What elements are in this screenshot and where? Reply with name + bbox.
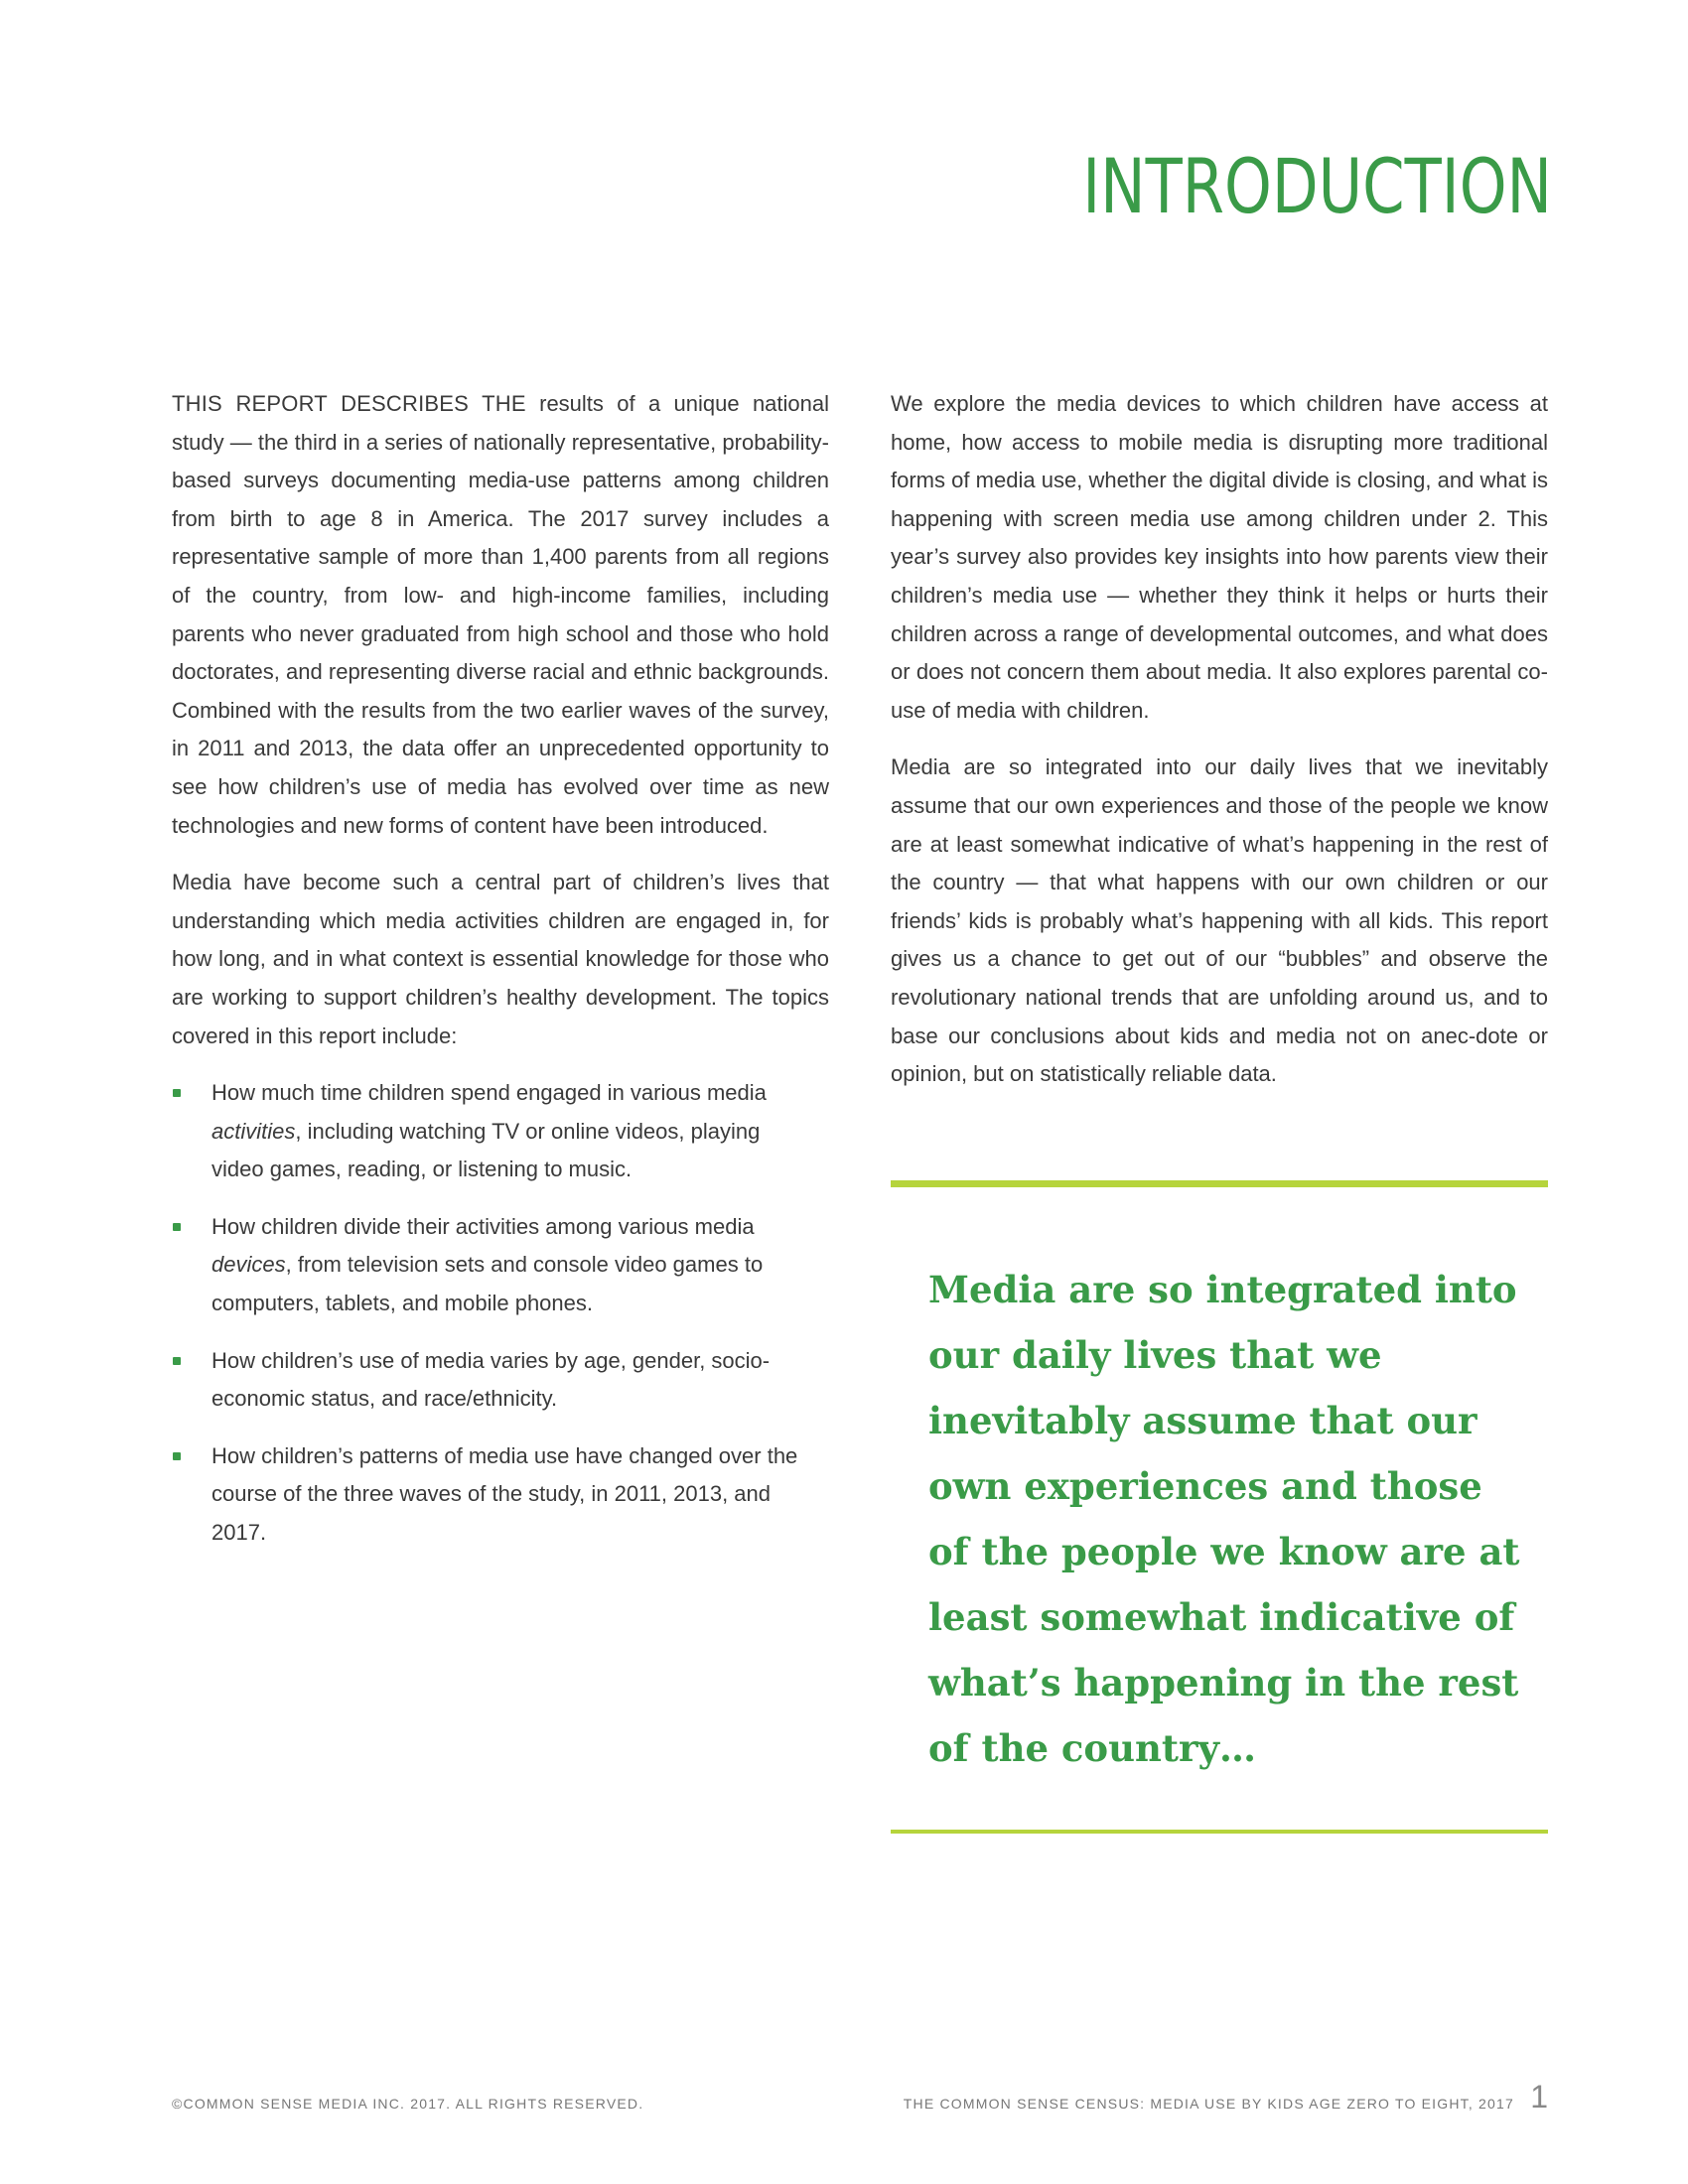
bullet-square-icon bbox=[173, 1089, 181, 1097]
list-item bbox=[172, 1074, 829, 1189]
devices-paragraph: We explore the media devices to which children have access at home, how access to mobile media is disrupting more traditional forms of media use, whether the digital divide is closing, and what is happening with screen media use among children under 2. This year’s survey also provides key insights into how parents view their children’s media use — whether they think it helps or hurts their children across a range of developmental outcomes, and what does or does not concern them about media. It also explores parental co-use of media with children. bbox=[891, 391, 1548, 723]
lead-in-caps: THIS REPORT DESCRIBES THE bbox=[172, 391, 526, 416]
bullet-square-icon bbox=[173, 1452, 181, 1460]
page-number: 1 bbox=[1530, 2079, 1548, 2115]
pull-quote-bottom-rule bbox=[891, 1830, 1548, 1834]
list-item-text: , from television sets and console video games to computers, tablets, and mobile phones. bbox=[211, 1252, 764, 1316]
intro-paragraph-body: results of a unique national study — the third in a series of nationally representative, probability-based surveys documenting media-use patterns among children from birth to age 8 in America. The 2017 survey includes a representative sample of more than 1,400 parents from all regions of the country, from low- and high-income families, including parents who never graduated from high school and those who hold doctorates, and representing diverse racial and ethnic backgrounds. Combined with the results from the two earlier waves of the survey, in 2011 and 2013, the data offer an unprecedented opportunity to see how children’s use of media has evolved over time as new technologies and new forms of content have been introduced. bbox=[172, 391, 830, 838]
bubbles-paragraph: Media are so integrated into our daily lives that we inevitably assume that our own experiences and those of the people we know are at least somewhat indicative of what’s happening in the rest of the country — that what happens with our own children or our friends’ kids is probably what’s happening with all kids. This report gives us a chance to get out of our “bubbles” and observe the revolutionary national trends that are unfolding around us, and to base our conclusions about kids and media not on anec-dote or opinion, but on statistically reliable data. bbox=[891, 754, 1548, 1087]
pull-quote: Media are so integrated into our daily lives that we inevitably assume that our own experiences and those of the people we know are at least somewhat indicative of what’s happening in the rest of the country… bbox=[928, 1268, 1520, 1770]
right-column bbox=[891, 385, 1548, 1113]
list-item-text: How children divide their activities among various media bbox=[211, 1213, 755, 1239]
list-item bbox=[172, 1437, 829, 1553]
topics-paragraph: Media have become such a central part of children’s lives that understanding which media activities children are engaged in, for how long, and in what context is essential knowledge for those who are working to support children’s healthy development. The topics covered in this report include: bbox=[172, 870, 829, 1048]
list-item-text: How much time children spend engaged in various media bbox=[211, 1080, 767, 1106]
intro-paragraph bbox=[172, 385, 829, 845]
pull-quote-top-rule bbox=[891, 1180, 1548, 1187]
list-item-emphasis: devices bbox=[211, 1252, 286, 1278]
list-item bbox=[172, 1342, 829, 1419]
list-item-text: , including watching TV or online videos, playing video games, reading, or listening to music. bbox=[211, 1118, 761, 1182]
left-column bbox=[172, 385, 829, 1571]
list-item-text: How children’s use of media varies by age, gender, socio-economic status, and race/ethnicity. bbox=[211, 1347, 771, 1412]
footer-copyright: ©COMMON SENSE MEDIA INC. 2017. ALL RIGHTS RESERVED. bbox=[172, 2096, 644, 2112]
footer-publication-title: THE COMMON SENSE CENSUS: MEDIA USE BY KIDS AGE ZERO TO EIGHT, 2017 bbox=[903, 2096, 1514, 2112]
list-item-emphasis: activities bbox=[211, 1118, 296, 1144]
list-item-text: How children’s patterns of media use have changed over the course of the three waves of the study, in 2011, 2013, and 2017. bbox=[211, 1442, 798, 1546]
bullet-square-icon bbox=[173, 1223, 181, 1231]
page-title: INTRODUCTION bbox=[1082, 142, 1552, 230]
list-item bbox=[172, 1208, 829, 1323]
topics-list bbox=[172, 1074, 829, 1553]
bullet-square-icon bbox=[173, 1357, 181, 1365]
